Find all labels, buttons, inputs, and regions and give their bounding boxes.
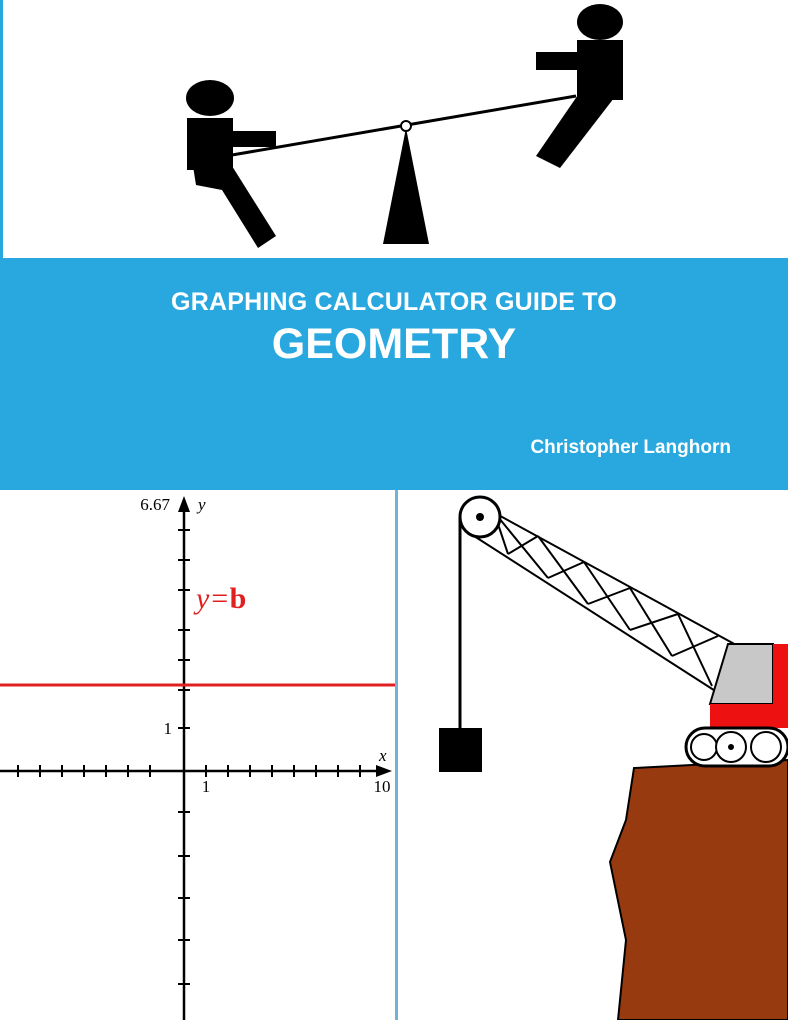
crane-body (710, 704, 788, 728)
crane-illustration (398, 490, 788, 1020)
coordinate-graph (0, 490, 398, 1020)
title-banner (0, 258, 788, 490)
cover-author: Christopher Langhorn (530, 437, 731, 458)
x-max-label: 10 (373, 777, 391, 796)
seesaw-illustration (0, 0, 788, 258)
equation-label (193, 582, 246, 615)
equation-const: b (229, 582, 247, 615)
y-axis-label: y (198, 495, 206, 514)
cliff (610, 760, 788, 1020)
crane-boom (474, 506, 738, 694)
left-figure (186, 80, 276, 248)
seesaw-pivot (401, 121, 411, 131)
x-axis-arrow (376, 765, 392, 777)
cover-subtitle: GRAPHING CALCULATOR GUIDE TO (171, 288, 617, 316)
cover-title: GEOMETRY (271, 320, 517, 368)
y-axis-arrow (178, 496, 190, 512)
y-max-label: 6.67 (140, 495, 170, 514)
seesaw-fulcrum (383, 128, 429, 244)
y-tick-label: 1 (163, 719, 172, 738)
crane-cab-window (710, 644, 773, 704)
x-tick-label: 1 (201, 777, 211, 796)
right-figure (536, 4, 623, 168)
equation-var: y= (196, 582, 230, 615)
x-axis-label: x (379, 746, 387, 765)
crane-weight (439, 728, 482, 772)
